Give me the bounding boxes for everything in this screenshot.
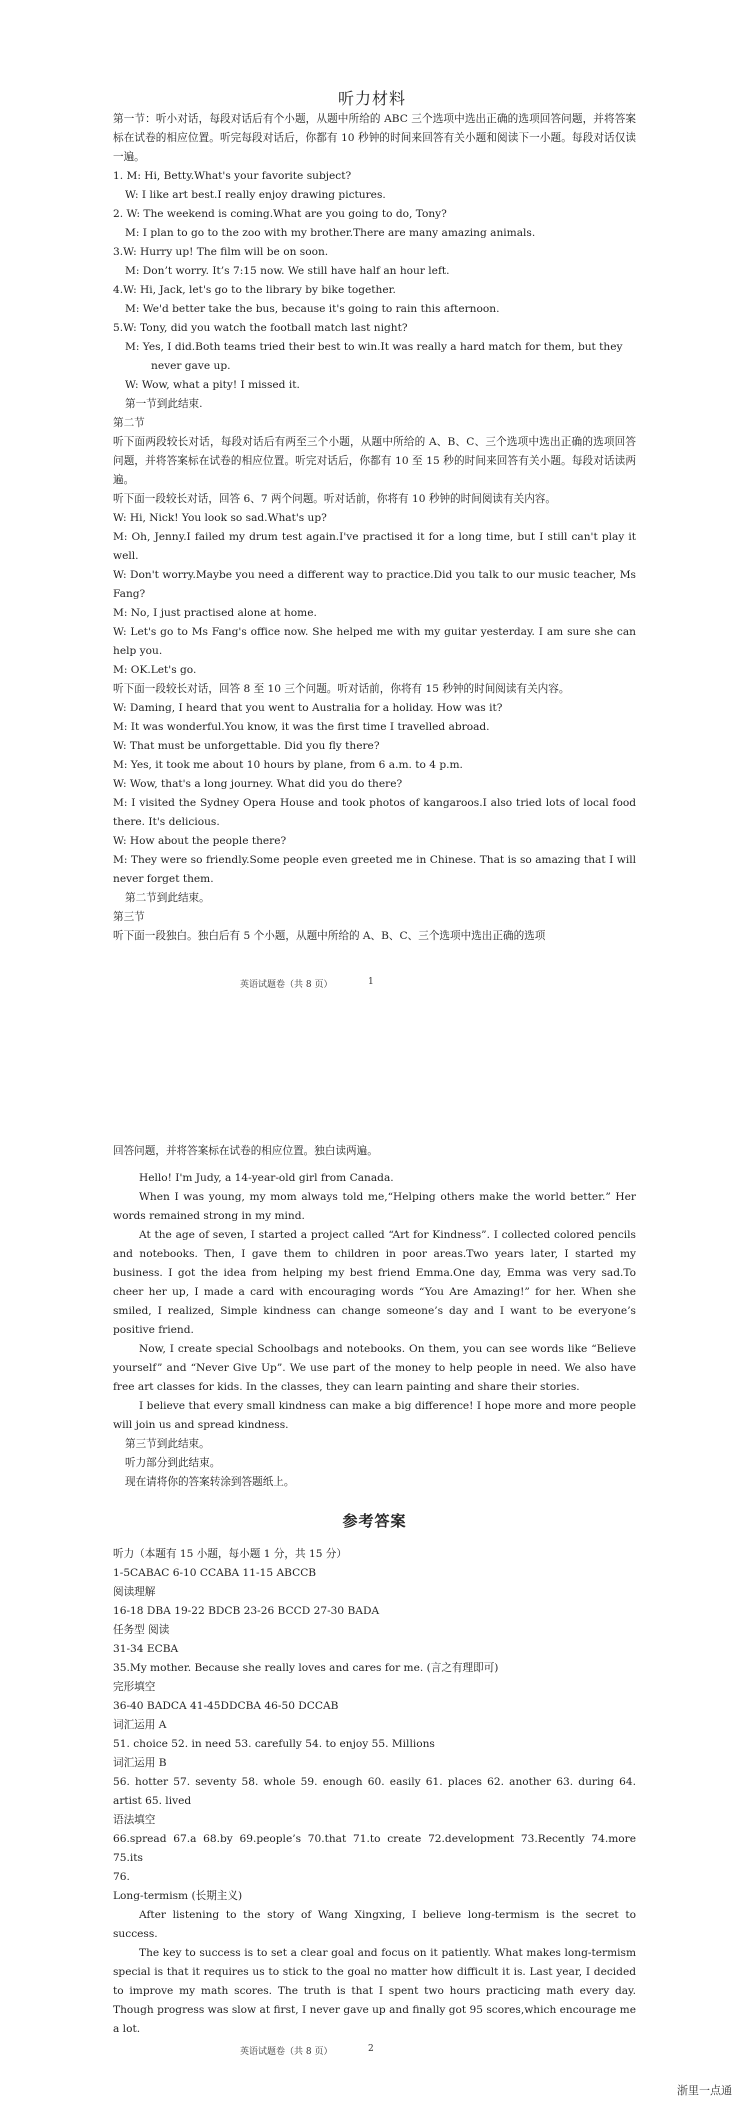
text-line: 听下面两段较长对话，每段对话后有两至三个小题，从题中所给的 A、B、C、三个选项中选出正确的选项回答问题，并将答案标在试卷的相应位置。听完对话后，你都有 10 至 15 秒的时间来回答有关小题。每段对话读两遍。	[113, 436, 636, 486]
text-line: M: We'd better take the bus, because it's going to rain this afternoon.	[125, 303, 500, 315]
text-line: never gave up.	[151, 360, 231, 372]
text-line: 31-34 ECBA	[113, 1643, 179, 1655]
text-line: 5.W: Tony, did you watch the football match last night?	[113, 322, 408, 334]
listening-script-part2	[113, 1142, 636, 1492]
watermark-text: 浙里一点通	[677, 2084, 732, 2097]
text-line: Hello! I'm Judy, a 14-year-old girl from Canada.	[139, 1172, 394, 1184]
spacer	[113, 1161, 636, 1169]
text-line: M: OK.Let's go.	[113, 664, 197, 676]
text-line: W: I like art best.I really enjoy drawing pictures.	[125, 189, 386, 201]
text-line: 第二节到此结束。	[125, 892, 210, 904]
listening-script-part1	[113, 110, 636, 946]
text-line: W: Wow, what a pity! I missed it.	[125, 379, 300, 391]
text-line: 现在请将你的答案转涂到答题纸上。	[125, 1476, 295, 1488]
text-line: At the age of seven, I started a project called “Art for Kindness”. I collected colored pencils and notebooks. Then, I gave them to children in poor areas.Two years later, I started my business. I got the idea from helping my best friend Emma.One day, Emma was very sad.To cheer her up, I made a card with encouraging words “You Are Amazing!” for her. When she smiled, I realized, Simple kindness can change someone’s day and I want to be everyone’s positive friend.	[113, 1229, 636, 1336]
page-title: 听力材料	[337, 89, 406, 108]
page-1	[0, 0, 744, 1000]
text-line: 听下面一段较长对话，回答 8 至 10 三个问题。听对话前，你将有 15 秒钟的时间阅读有关内容。	[113, 683, 570, 695]
footer-text: 英语试题卷（共 8 页）	[240, 980, 333, 990]
text-line: 4.W: Hi, Jack, let's go to the library by bike together.	[113, 284, 396, 296]
text-line: W: Let's go to Ms Fang's office now. She helped me with my guitar yesterday. I am sure she can help you.	[113, 626, 636, 657]
text-line: 语法填空	[113, 1814, 156, 1826]
text-line: 第三节到此结束。	[125, 1438, 210, 1450]
text-line: When I was young, my mom always told me,“Helping others make the world better.” Her words remained strong in my mind.	[113, 1191, 636, 1222]
text-line: 第二节	[113, 417, 145, 429]
text-line: 第一节：听小对话，每段对话后有个小题，从题中所给的 ABC 三个选项中选出正确的选项回答问题，并将答案标在试卷的相应位置。听完每段对话后，你都有 10 秒钟的时间来回答有关小题和阅读下一小题。每段对话仅读一遍。	[113, 113, 636, 163]
text-line: 35.My mother. Because she really loves and cares for me. (言之有理即可)	[113, 1662, 499, 1674]
text-line: Now, I create special Schoolbags and notebooks. On them, you can see words like “Believe yourself” and “Never Give Up”. We use part of the money to help people in need. We also have free art classes for kids. In the classes, they can learn painting and share their stories.	[113, 1343, 636, 1393]
text-line: M: Yes, I did.Both teams tried their best to win.It was really a hard match for them, but they	[125, 341, 623, 353]
answer-key-title: 参考答案	[342, 1512, 407, 1530]
text-line: 2. W: The weekend is coming.What are you going to do, Tony?	[113, 208, 447, 220]
text-line: 第一节到此结束.	[125, 398, 203, 410]
text-line: 任务型 阅读	[113, 1624, 170, 1636]
text-line: 16-18 DBA 19-22 BDCB 23-26 BCCD 27-30 BADA	[113, 1605, 380, 1617]
text-line: M: Don’t worry. It’s 7:15 now. We still have half an hour left.	[125, 265, 450, 277]
page-number: 1	[368, 977, 374, 987]
text-line: I believe that every small kindness can make a big difference! I hope more and more people will join us and spread kindness.	[113, 1400, 636, 1431]
text-line: W: Daming, I heard that you went to Australia for a holiday. How was it?	[113, 702, 503, 714]
text-line: 听下面一段独白。独白后有 5 个小题，从题中所给的 A、B、C、三个选项中选出正确的选项	[113, 930, 546, 942]
text-line: M: They were so friendly.Some people even greeted me in Chinese. That is so amazing that I will never forget them.	[113, 854, 636, 885]
text-line: 阅读理解	[113, 1586, 156, 1598]
text-line: Long-termism (长期主义)	[113, 1890, 243, 1902]
text-line: 听力部分到此结束。	[125, 1457, 221, 1469]
text-line: M: I visited the Sydney Opera House and took photos of kangaroos.I also tried lots of local food there. It's delicious.	[113, 797, 636, 828]
text-line: 66.spread 67.a 68.by 69.people’s 70.that 71.to create 72.development 73.Recently 74.more 75.its	[113, 1833, 636, 1864]
text-line: 3.W: Hurry up! The film will be on soon.	[113, 246, 329, 258]
text-line: 56. hotter 57. seventy 58. whole 59. enough 60. easily 61. places 62. another 63. during 64. artist 65. lived	[113, 1776, 636, 1807]
text-line: 完形填空	[113, 1681, 156, 1693]
text-line: W: Hi, Nick! You look so sad.What's up?	[113, 512, 327, 524]
text-line: After listening to the story of Wang Xingxing, I believe long-termism is the secret to success.	[113, 1909, 636, 1940]
text-line: 第三节	[113, 911, 145, 923]
text-line: 听力（本题有 15 小题，每小题 1 分，共 15 分）	[113, 1548, 347, 1560]
text-line: W: Wow, that's a long journey. What did you do there?	[113, 778, 403, 790]
page-number: 2	[368, 2044, 374, 2054]
text-line: 51. choice 52. in need 53. carefully 54. to enjoy 55. Millions	[113, 1738, 435, 1750]
text-line: 76.	[113, 1871, 130, 1883]
text-line: 36-40 BADCA 41-45DDCBA 46-50 DCCAB	[113, 1700, 339, 1712]
text-line: 听下面一段较长对话，回答 6、7 两个问题。听对话前，你将有 10 秒钟的时间阅读有关内容。	[113, 493, 556, 505]
text-line: M: It was wonderful.You know, it was the first time I travelled abroad.	[113, 721, 490, 733]
page-2-content	[113, 1142, 636, 2039]
footer-text: 英语试题卷（共 8 页）	[240, 2047, 333, 2057]
text-line: 词汇运用 A	[113, 1719, 167, 1731]
answer-key	[113, 1545, 636, 2039]
text-line: M: No, I just practised alone at home.	[113, 607, 317, 619]
text-line: M: I plan to go to the zoo with my brother.There are many amazing animals.	[125, 227, 536, 239]
text-line: M: Oh, Jenny.I failed my drum test again.I've practised it for a long time, but I still can't play it well.	[113, 531, 636, 562]
text-line: 1-5CABAC 6-10 CCABA 11-15 ABCCB	[113, 1567, 317, 1579]
text-line: 词汇运用 B	[113, 1757, 167, 1769]
text-line: The key to success is to set a clear goal and focus on it patiently. What makes long-termism special is that it requires us to stick to the goal no matter how difficult it is. Last year, I decided to improve my math scores. The truth is that I spent two hours practicing math every day. Though progress was slow at first, I never gave up and finally got 95 scores,which encourage me a lot.	[113, 1947, 636, 2035]
text-line: W: How about the people there?	[113, 835, 287, 847]
text-line: 1. M: Hi, Betty.What's your favorite subject?	[113, 170, 352, 182]
text-line: W: That must be unforgettable. Did you fly there?	[113, 740, 380, 752]
text-line: 回答问题，并将答案标在试卷的相应位置。独白读两遍。	[113, 1145, 378, 1157]
text-line: W: Don't worry.Maybe you need a different way to practice.Did you talk to our music teacher, Ms Fang?	[113, 569, 636, 600]
text-line: M: Yes, it took me about 10 hours by plane, from 6 a.m. to 4 p.m.	[113, 759, 463, 771]
